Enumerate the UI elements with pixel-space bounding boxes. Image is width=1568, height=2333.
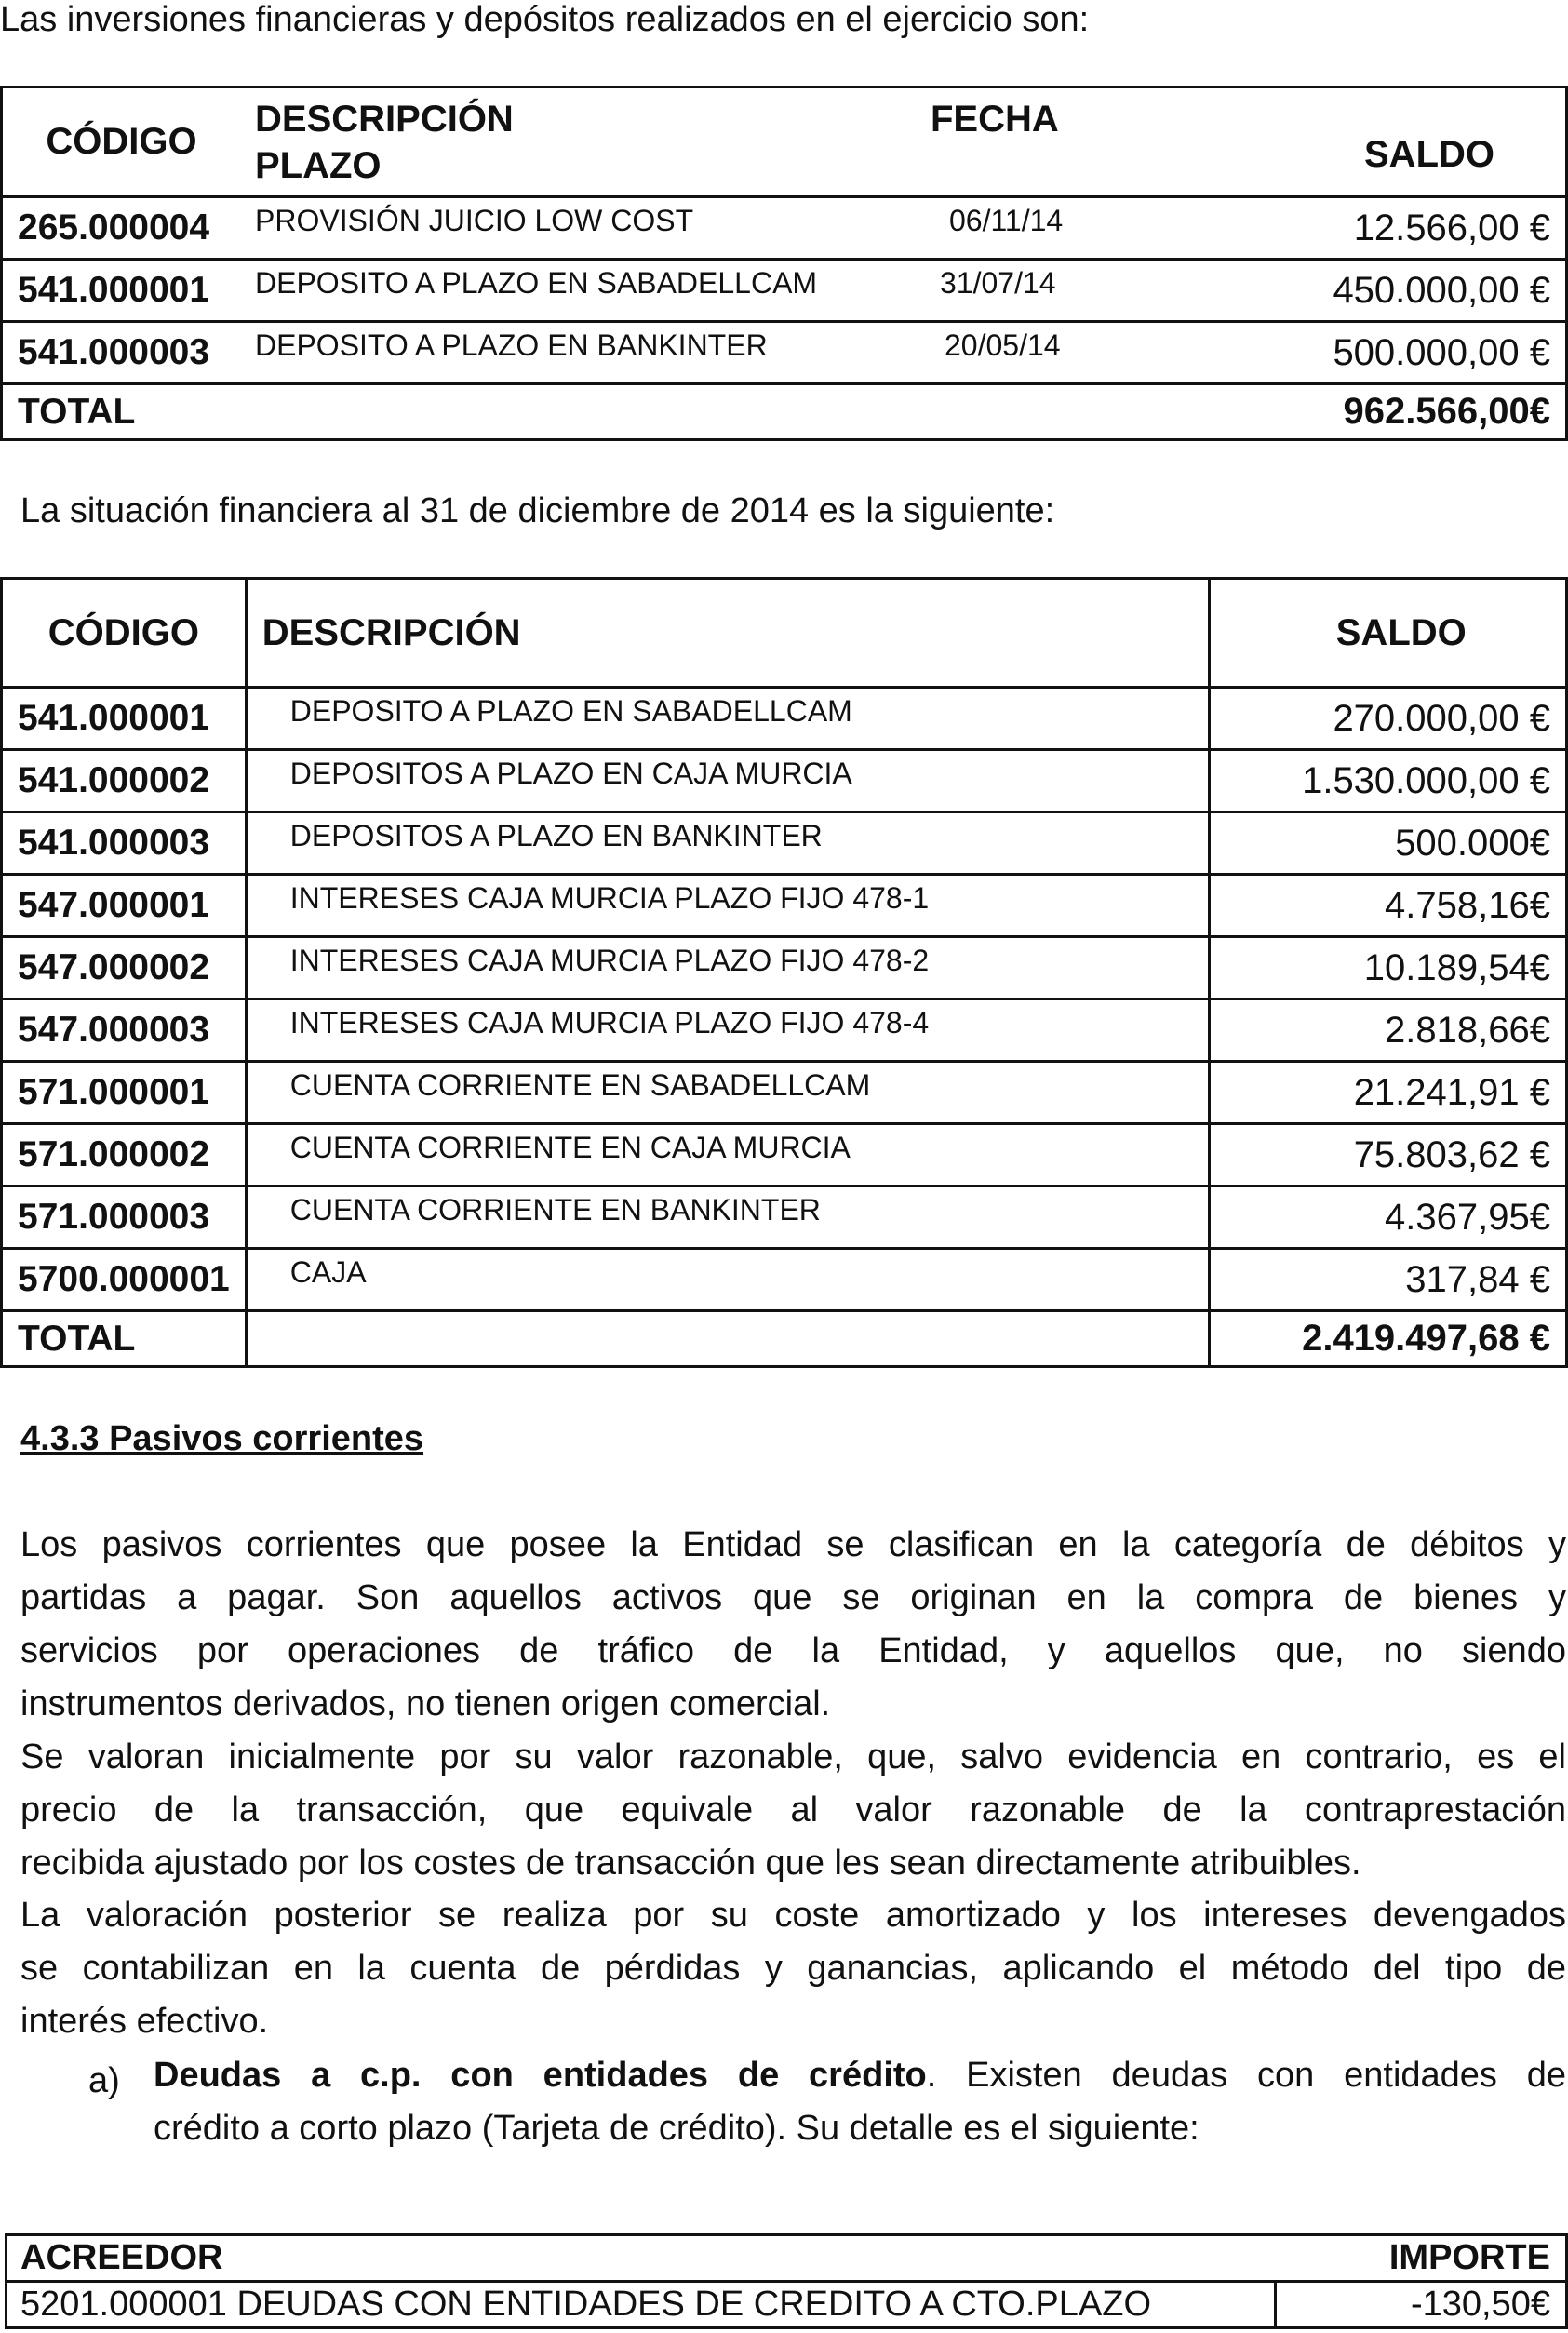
row-code: 541.000001 [2, 260, 241, 322]
row-code: 541.000001 [2, 688, 247, 750]
row-amount: 4.758,16€ [1209, 875, 1566, 937]
row-amount: 4.367,95€ [1209, 1187, 1566, 1249]
paragraph-line: se contabilizan en la cuenta de pérdidas y ganancias, aplicando el método del tipo de [20, 1949, 1566, 1988]
row-code: 547.000003 [2, 999, 247, 1062]
total-label: TOTAL [2, 1311, 247, 1367]
header-amount: SALDO [1209, 579, 1566, 688]
row-description: CAJA [246, 1249, 1209, 1311]
table-row [2, 750, 1567, 812]
list-item-line2: crédito a corto plazo (Tarjeta de crédito). Su detalle es el siguiente: [154, 2109, 1199, 2148]
table-row [2, 260, 1567, 322]
header-amount: SALDO [1215, 87, 1567, 197]
paragraph-line: recibida ajustado por los costes de transacción que les sean directamente atribuibles. [20, 1844, 1361, 1883]
row-description: DEPOSITOS A PLAZO EN CAJA MURCIA [246, 750, 1209, 812]
row-amount: 75.803,62 € [1209, 1124, 1566, 1187]
row-code: 547.000002 [2, 937, 247, 999]
row-date: 06/11/14 [865, 197, 1215, 260]
row-amount: -130,50€ [1275, 2282, 1567, 2328]
row-code: 541.000002 [2, 750, 247, 812]
header-amount: IMPORTE [1275, 2235, 1567, 2282]
header-description [240, 87, 865, 197]
row-code: 541.000003 [2, 812, 247, 875]
row-description: CUENTA CORRIENTE EN SABADELLCAM [246, 1062, 1209, 1124]
header-description-line1: DESCRIPCIÓN [255, 99, 514, 140]
section-heading: 4.3.3 Pasivos corrientes [20, 1419, 424, 1458]
row-date: 31/07/14 [865, 260, 1215, 322]
row-code: 571.000001 [2, 1062, 247, 1124]
table-header-row [2, 579, 1567, 688]
row-code: 571.000003 [2, 1187, 247, 1249]
row-description: DEPOSITO A PLAZO EN SABADELLCAM [246, 688, 1209, 750]
paragraph-line: partidas a pagar. Son aquellos activos que se originan en la compra de bienes y [20, 1578, 1566, 1617]
empty-cell [246, 1311, 1209, 1367]
row-amount: 270.000,00 € [1209, 688, 1566, 750]
header-creditor: ACREEDOR [7, 2235, 1276, 2282]
row-amount: 10.189,54€ [1209, 937, 1566, 999]
total-label: TOTAL [2, 384, 241, 440]
list-item-a [154, 2049, 1566, 2155]
row-code: 547.000001 [2, 875, 247, 937]
table-row [2, 1249, 1567, 1311]
row-code: 5700.000001 [2, 1249, 247, 1311]
row-amount: 450.000,00 € [1215, 260, 1567, 322]
header-code: CÓDIGO [2, 579, 247, 688]
table-row [2, 688, 1567, 750]
row-creditor: 5201.000001 DEUDAS CON ENTIDADES DE CREDITO A CTO.PLAZO [7, 2282, 1276, 2328]
creditors-table [5, 2233, 1568, 2329]
row-description: INTERESES CAJA MURCIA PLAZO FIJO 478-4 [246, 999, 1209, 1062]
table-row [2, 812, 1567, 875]
row-amount: 2.818,66€ [1209, 999, 1566, 1062]
row-amount: 12.566,00 € [1215, 197, 1567, 260]
paragraph-line: instrumentos derivados, no tienen origen comercial. [20, 1684, 831, 1723]
table-row [7, 2282, 1567, 2328]
list-marker: a) [88, 2061, 120, 2100]
paragraph-line: Se valoran inicialmente por su valor razonable, que, salvo evidencia en contrario, es el [20, 1737, 1566, 1777]
table-row [2, 322, 1567, 384]
row-amount: 21.241,91 € [1209, 1062, 1566, 1124]
row-description: INTERESES CAJA MURCIA PLAZO FIJO 478-2 [246, 937, 1209, 999]
header-description: DESCRIPCIÓN [246, 579, 1209, 688]
financial-situation-table [0, 577, 1568, 1368]
paragraph-line: precio de la transacción, que equivale al valor razonable de la contraprestación [20, 1790, 1566, 1830]
header-code: CÓDIGO [2, 87, 241, 197]
table-row [2, 937, 1567, 999]
empty-cell [865, 384, 1215, 440]
total-row [2, 384, 1567, 440]
row-description: CUENTA CORRIENTE EN BANKINTER [246, 1187, 1209, 1249]
list-item-line1 [154, 2049, 1566, 2102]
paragraph-line: La valoración posterior se realiza por su coste amortizado y los intereses devengados [20, 1896, 1566, 1935]
row-date: 20/05/14 [865, 322, 1215, 384]
list-item-bold-text: Deudas a c.p. con entidades de crédito [154, 2056, 927, 2095]
table-row [2, 1124, 1567, 1187]
row-code: 265.000004 [2, 197, 241, 260]
paragraph-3 [20, 1889, 1566, 2048]
table-header-row [2, 87, 1567, 197]
total-amount: 962.566,00€ [1215, 384, 1567, 440]
row-description: DEPOSITO A PLAZO EN SABADELLCAM [240, 260, 865, 322]
row-description: INTERESES CAJA MURCIA PLAZO FIJO 478-1 [246, 875, 1209, 937]
table-row [2, 999, 1567, 1062]
row-amount: 500.000,00 € [1215, 322, 1567, 384]
intro-text: Las inversiones financieras y depósitos realizados en el ejercicio son: [0, 0, 1090, 39]
paragraph-1 [20, 1519, 1566, 1731]
paragraph-line: interés efectivo. [20, 2002, 269, 2041]
paragraph-line: servicios por operaciones de tráfico de la Entidad, y aquellos que, no siendo [20, 1631, 1566, 1670]
situation-text: La situación financiera al 31 de diciembre de 2014 es la siguiente: [20, 491, 1055, 530]
row-amount: 317,84 € [1209, 1249, 1566, 1311]
list-item-line1-rest: . Existen deudas con entidades de [926, 2056, 1567, 2095]
total-amount: 2.419.497,68 € [1209, 1311, 1566, 1367]
row-description: PROVISIÓN JUICIO LOW COST [240, 197, 865, 260]
paragraph-2 [20, 1731, 1566, 1890]
row-amount: 500.000€ [1209, 812, 1566, 875]
table-row [2, 1062, 1567, 1124]
row-description: CUENTA CORRIENTE EN CAJA MURCIA [246, 1124, 1209, 1187]
row-amount: 1.530.000,00 € [1209, 750, 1566, 812]
header-date: FECHA [865, 87, 1215, 197]
row-description: DEPOSITOS A PLAZO EN BANKINTER [246, 812, 1209, 875]
empty-cell [240, 384, 865, 440]
paragraph-line: Los pasivos corrientes que posee la Entidad se clasifican en la categoría de débitos y [20, 1525, 1566, 1564]
row-code: 541.000003 [2, 322, 241, 384]
header-description-line2: PLAZO [255, 145, 382, 186]
investments-table [0, 86, 1568, 441]
table-header-row [7, 2235, 1567, 2282]
table-row [2, 1187, 1567, 1249]
table-row [2, 197, 1567, 260]
total-row [2, 1311, 1567, 1367]
table-row [2, 875, 1567, 937]
row-code: 571.000002 [2, 1124, 247, 1187]
row-description: DEPOSITO A PLAZO EN BANKINTER [240, 322, 865, 384]
